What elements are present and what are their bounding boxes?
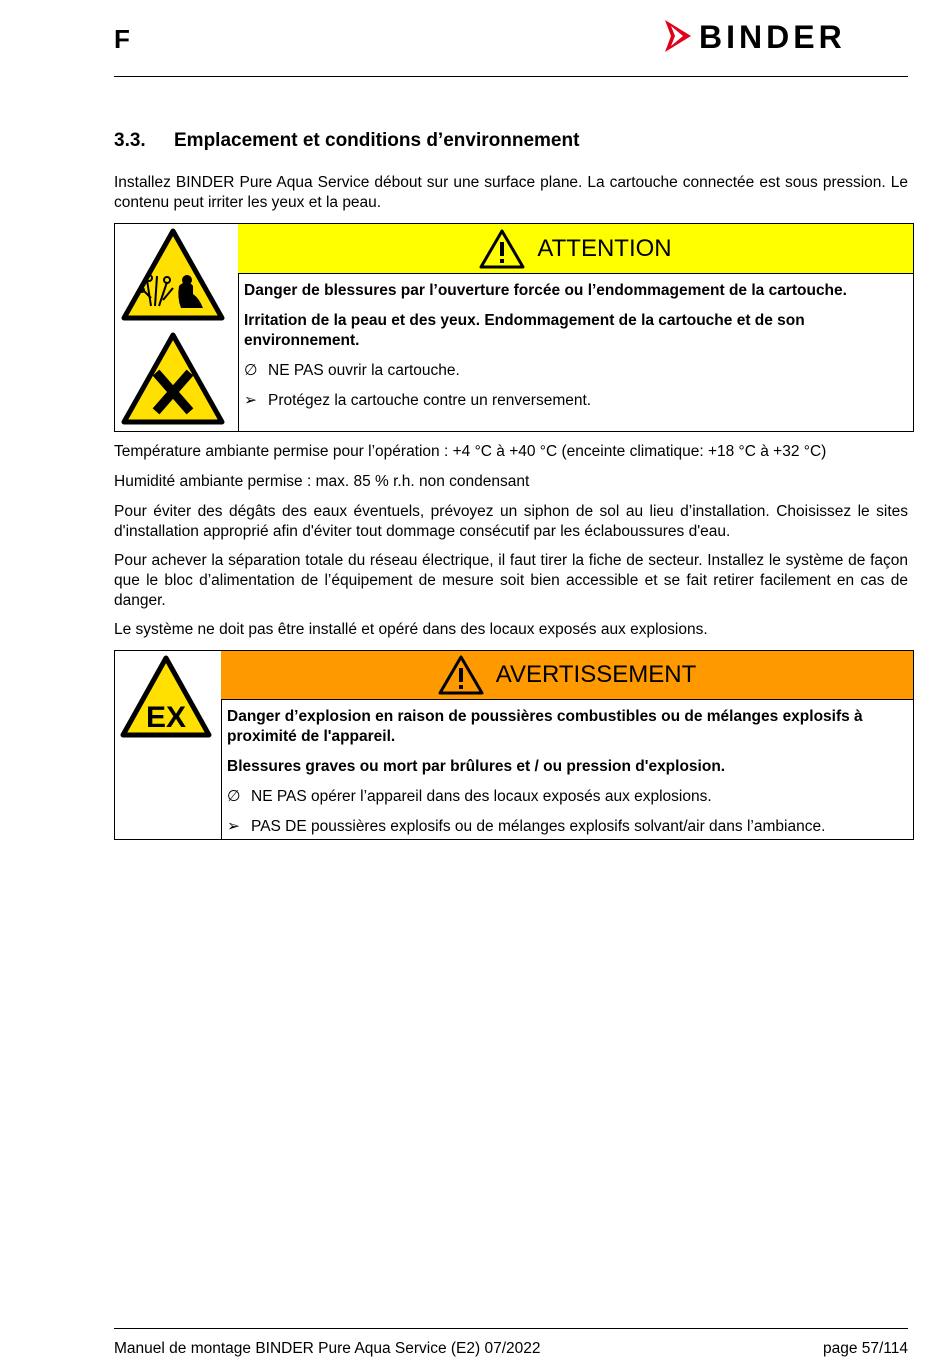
language-marker: F — [114, 24, 130, 54]
warning-consequence: Blessures graves ou mort par brûlures et / ou pression d'explosion. — [227, 758, 726, 775]
mains-paragraph: Pour achever la séparation totale du réseau électrique, il faut tirer la fiche de secteur. Installez le système de façon que le bloc d’alimentation de l’équipement de mesure soit bien accessible et se fait retirer facilement en cas de danger. — [114, 552, 908, 609]
intro-paragraph: Installez BINDER Pure Aqua Service débout sur une surface plane. La cartouche connectée est sous pression. Le contenu peut irriter les yeux et la peau. — [114, 174, 908, 211]
attention-icons — [115, 224, 239, 431]
arrow-bullet-symbol: ➢ — [227, 818, 240, 835]
warning-box — [114, 650, 914, 840]
warning-icons — [115, 651, 222, 839]
attention-item-text: Protégez la cartouche contre un renversement. — [268, 392, 592, 409]
prohibition-symbol: ∅ — [227, 788, 241, 805]
attention-consequence: Irritation de la peau et des yeux. Endommagement de la cartouche et de son environnement. — [244, 312, 805, 349]
warning-hazard: Danger d’explosion en raison de poussières combustibles ou de mélanges explosifs à proximité de l'appareil. — [227, 708, 863, 745]
warning-item — [227, 787, 907, 807]
attention-banner — [238, 224, 913, 274]
attention-item — [244, 361, 907, 381]
attention-item — [244, 391, 907, 411]
humidity-paragraph: Humidité ambiante permise : max. 85 % r.h. non condensant — [114, 473, 530, 490]
compressed-gas-hazard-icon — [121, 228, 225, 322]
arrow-bullet-symbol: ➢ — [244, 392, 257, 409]
brand-text: BINDER — [699, 19, 846, 54]
header-divider — [114, 76, 908, 77]
warning-label: AVERTISSEMENT — [495, 661, 697, 688]
attention-body — [238, 273, 913, 431]
irritant-hazard-icon — [121, 332, 225, 426]
manual-reference: Manuel de montage BINDER Pure Aqua Service (E2) 07/2022 — [114, 1340, 541, 1357]
binder-logo — [665, 18, 910, 54]
warning-triangle-icon — [438, 655, 484, 695]
prohibition-symbol: ∅ — [244, 362, 258, 379]
explosion-paragraph: Le système ne doit pas être installé et opéré dans des locaux exposés aux explosions. — [114, 621, 708, 638]
siphon-paragraph: Pour éviter des dégâts des eaux éventuels, prévoyez un siphon de sol au lieu d’installation. Choisissez le sites d'installation approprié afin d'éviter tout dommage consécutif par les éclaboussures d'eau. — [114, 503, 908, 540]
attention-label: ATTENTION — [537, 234, 672, 262]
section-heading — [114, 130, 579, 152]
section-title: Emplacement et conditions d’environnement — [174, 130, 580, 151]
warning-item-text: NE PAS opérer l’appareil dans des locaux exposés aux explosions. — [251, 788, 712, 805]
footer-divider — [114, 1328, 908, 1329]
section-number: 3.3. — [114, 130, 146, 151]
explosive-atmosphere-ex-icon — [120, 655, 212, 739]
attention-hazard: Danger de blessures par l’ouverture forcée ou l’endommagement de la cartouche. — [244, 282, 847, 299]
ex-label: EX — [145, 701, 187, 734]
warning-triangle-icon — [479, 229, 525, 269]
warning-item — [227, 817, 907, 837]
attention-item-text: NE PAS ouvrir la cartouche. — [268, 362, 460, 379]
warning-item-text: PAS DE poussières explosifs ou de mélanges explosifs solvant/air dans l’ambiance. — [251, 818, 826, 835]
attention-box — [114, 223, 914, 432]
warning-body — [221, 699, 913, 839]
warning-banner — [221, 651, 913, 700]
temperature-paragraph: Température ambiante permise pour l’opération : +4 °C à +40 °C (enceinte climatique: +18 °C à +32 °C) — [114, 443, 827, 460]
page-number: page 57/114 — [822, 1340, 908, 1357]
